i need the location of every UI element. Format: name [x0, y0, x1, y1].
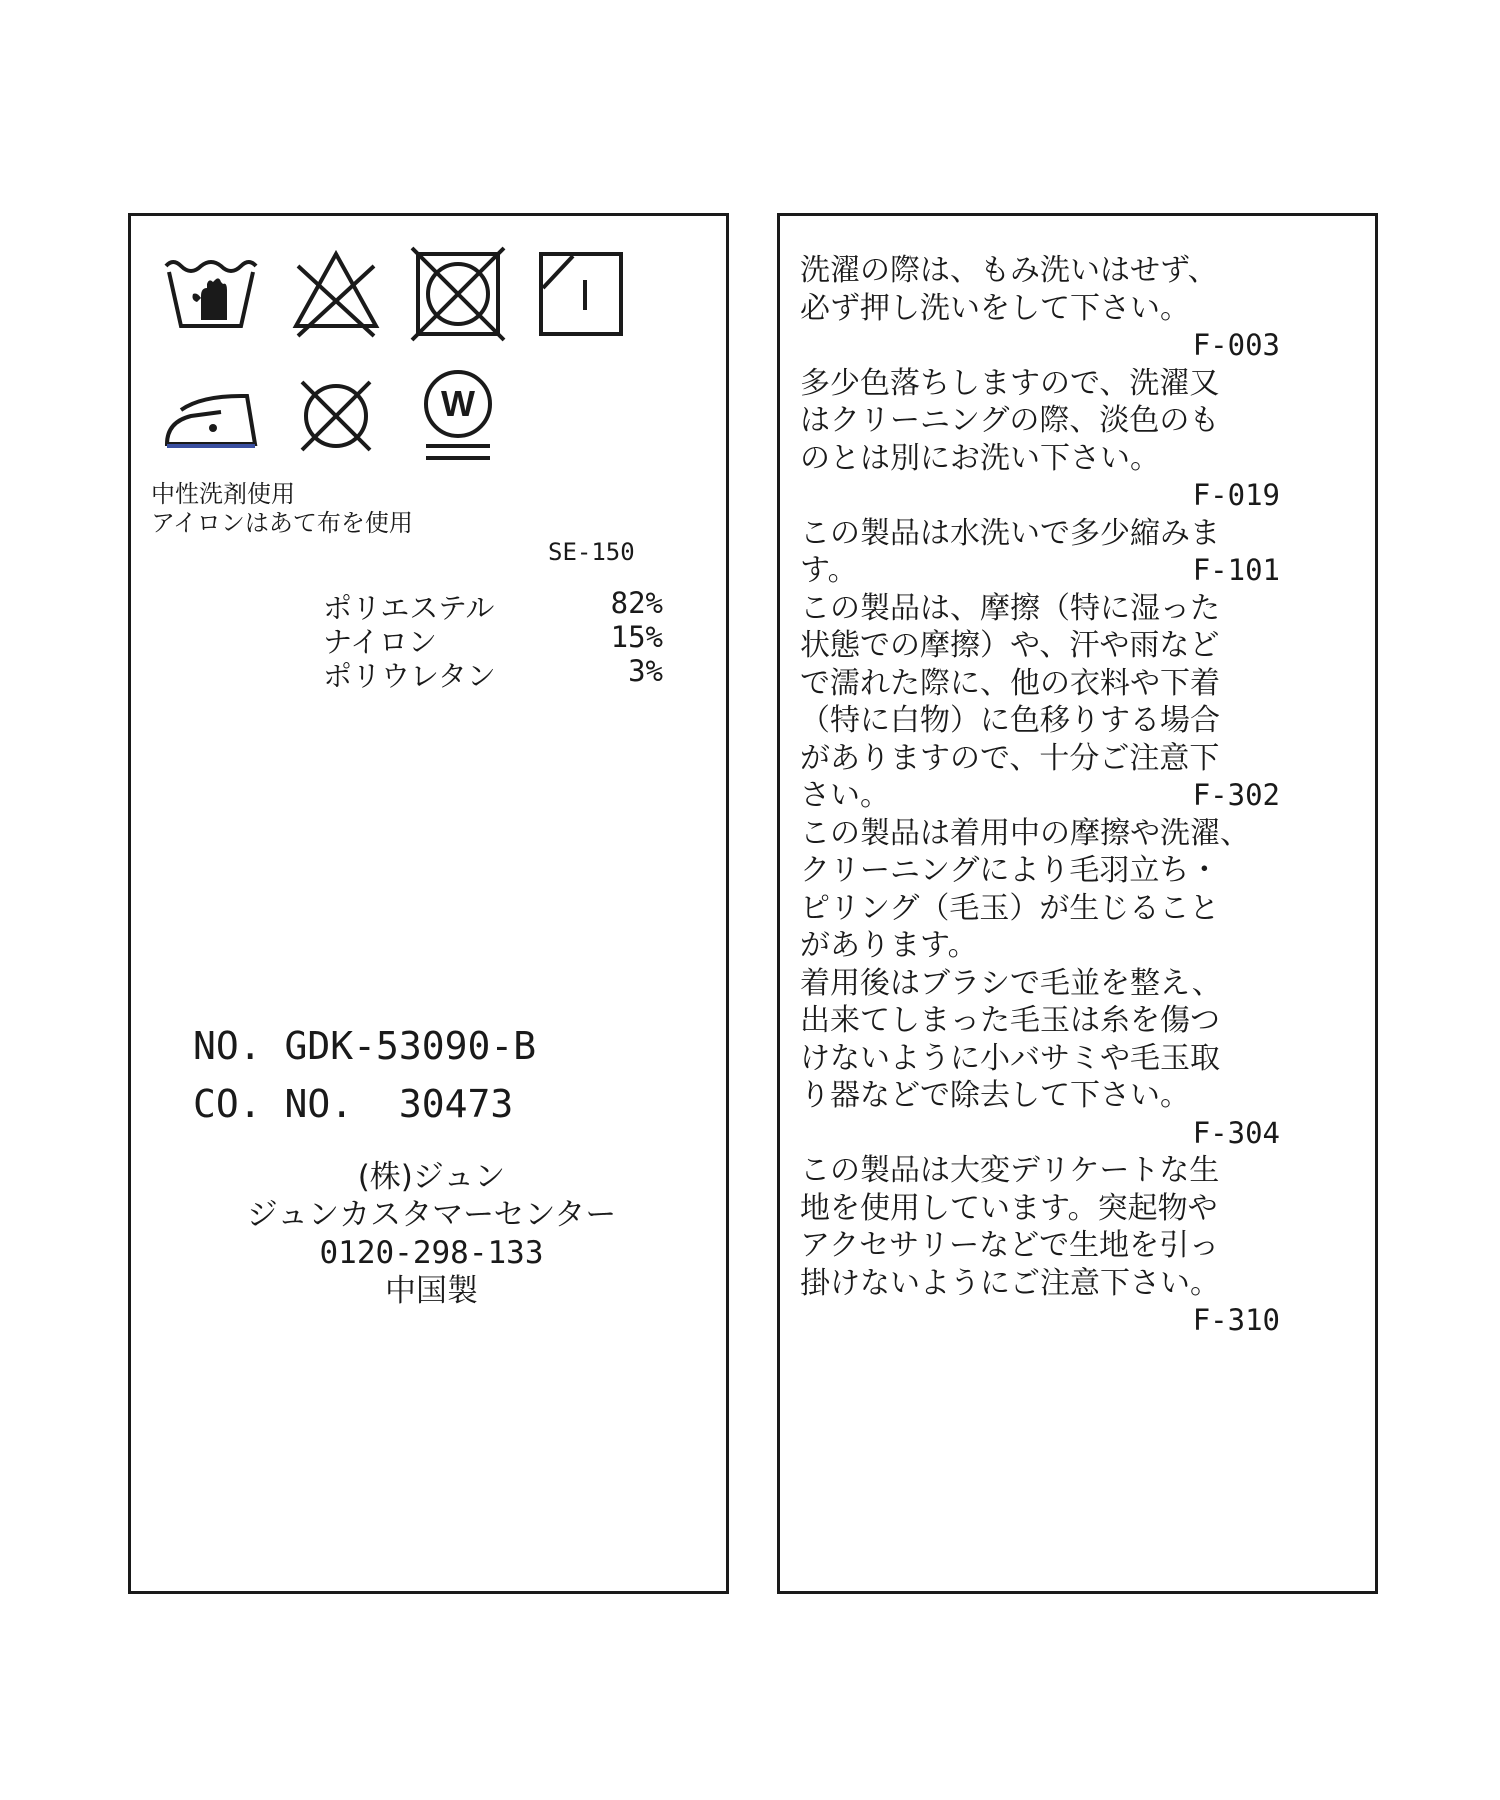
product-number: NO. GDK-53090-B [193, 1024, 537, 1068]
wet-clean-gentle-icon [406, 366, 506, 466]
care-notes [800, 252, 1280, 1340]
fiber-name: ポリウレタン [323, 659, 496, 693]
company-block [131, 1158, 732, 1310]
note-text: この製品は着用中の摩擦や洗濯、 クリーニングにより毛羽立ち・ ピリング（毛玉）が生じること があります。 着用後はブラシで毛並を整え、 出来てしまった毛玉は糸を傷つ けないように小バサミや毛玉取 り器などで除去して下さい。 [800, 815, 1250, 1113]
se-code: SE-150 [548, 538, 635, 566]
note-code: F-019 [1192, 478, 1280, 512]
fiber-percent: 15% [610, 620, 663, 654]
care-note [800, 590, 1280, 815]
fiber-row [323, 620, 663, 659]
iron-instruction: アイロンはあて布を使用 [151, 509, 413, 537]
note-code: F-101 [1192, 553, 1280, 587]
fiber-row [323, 586, 663, 625]
svg-text:W: W [441, 383, 475, 424]
note-text: 洗濯の際は、もみ洗いはせず、 必ず押し洗いをして下さい。 [800, 253, 1218, 326]
note-code: F-003 [1192, 328, 1280, 362]
care-label-right [777, 213, 1378, 1594]
fiber-percent: 82% [610, 586, 663, 620]
care-note [800, 1152, 1280, 1340]
no-dry-clean-icon [286, 366, 386, 466]
note-text: この製品は、摩擦（特に湿った 状態での摩擦）や、汗や雨など で濡れた際に、他の衣料や下着 （特に白物）に色移りする場合 がありますので、十分ご注意下 さい。 [800, 590, 1220, 813]
note-code: F-304 [1192, 1115, 1280, 1150]
note-code: F-302 [1192, 778, 1280, 812]
detergent-instruction: 中性洗剤使用 [151, 480, 295, 508]
country-of-origin: 中国製 [385, 1273, 478, 1309]
drip-dry-shade-icon [529, 244, 629, 344]
care-note [800, 515, 1280, 590]
fiber-name: ナイロン [323, 625, 437, 659]
care-label-left [128, 213, 729, 1594]
no-bleach-icon [286, 244, 386, 344]
phone-number: 0120-298-133 [319, 1235, 544, 1271]
co-number: CO. NO. 30473 [193, 1082, 514, 1126]
fiber-percent: 3% [628, 654, 663, 688]
no-tumble-dry-icon [406, 244, 506, 344]
hand-wash-icon [161, 244, 261, 344]
fiber-name: ポリエステル [323, 591, 495, 625]
note-text: 多少色落ちしますので、洗濯又 はクリーニングの際、淡色のも のとは別にお洗い下さい。 [800, 365, 1220, 476]
care-note [800, 365, 1280, 515]
company-name: (株)ジュン [357, 1159, 506, 1195]
fiber-row [323, 654, 663, 693]
care-note [800, 252, 1280, 365]
customer-center: ジュンカスタマーセンター [246, 1197, 617, 1233]
iron-low-icon [161, 366, 261, 466]
note-code: F-310 [1192, 1303, 1280, 1337]
note-text: この製品は水洗いで多少縮みま す。 [800, 515, 1220, 588]
care-note [800, 815, 1280, 1153]
note-text: この製品は大変デリケートな生 地を使用しています。突起物や アクセサリーなどで生地を引っ 掛けないようにご注意下さい。 [800, 1153, 1220, 1301]
